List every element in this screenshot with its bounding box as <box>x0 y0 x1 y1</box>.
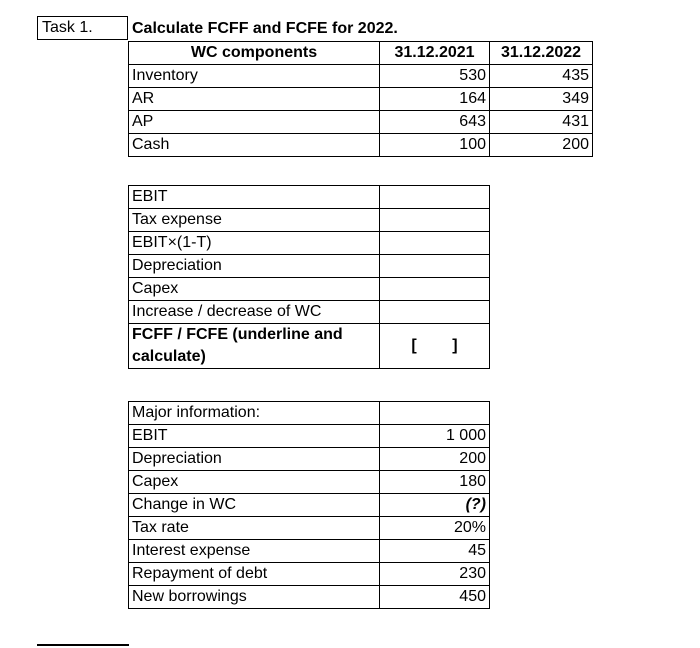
wc-header-2021: 31.12.2021 <box>380 42 490 65</box>
wc-header-2022: 31.12.2022 <box>490 42 593 65</box>
table-row <box>129 186 490 209</box>
wc-value-2022: 200 <box>490 134 593 157</box>
fcff-row-label: EBIT×(1-T) <box>129 232 380 255</box>
wc-value-2021: 530 <box>380 65 490 88</box>
wc-header-components: WC components <box>129 42 380 65</box>
table-row <box>129 232 490 255</box>
wc-row-label: Inventory <box>129 65 380 88</box>
table-row <box>129 88 593 111</box>
table-row <box>129 563 490 586</box>
table-row <box>129 586 490 609</box>
table-row <box>129 540 490 563</box>
wc-value-2021: 100 <box>380 134 490 157</box>
fcff-answer-cell[interactable] <box>380 209 490 232</box>
info-row-label: Repayment of debt <box>129 563 380 586</box>
info-row-value: (?) <box>380 494 490 517</box>
info-row-value: 1 000 <box>380 425 490 448</box>
info-title: Major information: <box>129 402 380 425</box>
table-row <box>129 448 490 471</box>
wc-value-2022: 435 <box>490 65 593 88</box>
table-row <box>129 494 490 517</box>
wc-value-2021: 164 <box>380 88 490 111</box>
wc-row-label: AR <box>129 88 380 111</box>
fcff-answer-cell[interactable] <box>380 255 490 278</box>
info-row-value: 230 <box>380 563 490 586</box>
wc-header-row <box>129 42 593 65</box>
info-row-label: EBIT <box>129 425 380 448</box>
info-row-label: New borrowings <box>129 586 380 609</box>
fcff-answer-cell[interactable] <box>380 278 490 301</box>
bottom-divider <box>37 644 129 646</box>
info-row-label: Capex <box>129 471 380 494</box>
info-row-label: Depreciation <box>129 448 380 471</box>
fcff-answer-cell[interactable] <box>380 301 490 324</box>
table-row <box>129 255 490 278</box>
table-row <box>129 134 593 157</box>
info-row-value: 180 <box>380 471 490 494</box>
wc-value-2022: 349 <box>490 88 593 111</box>
fcff-final-label: FCFF / FCFE (underline and calculate) <box>129 324 380 369</box>
wc-value-2021: 643 <box>380 111 490 134</box>
wc-row-label: AP <box>129 111 380 134</box>
info-row-value: 20% <box>380 517 490 540</box>
info-title-row <box>129 402 490 425</box>
info-row-label: Interest expense <box>129 540 380 563</box>
major-information-table <box>128 401 490 609</box>
fcff-answer-cell[interactable] <box>380 232 490 255</box>
wc-components-table <box>128 41 593 157</box>
fcff-final-row <box>129 324 490 369</box>
wc-row-label: Cash <box>129 134 380 157</box>
fcff-row-label: Increase / decrease of WC <box>129 301 380 324</box>
task-label: Task 1. <box>37 16 128 40</box>
fcff-row-label: EBIT <box>129 186 380 209</box>
fcff-row-label: Tax expense <box>129 209 380 232</box>
table-row <box>129 111 593 134</box>
fcff-row-label: Depreciation <box>129 255 380 278</box>
table-row <box>129 65 593 88</box>
info-row-value: 200 <box>380 448 490 471</box>
fcff-calculation-table <box>128 185 490 369</box>
table-row <box>129 517 490 540</box>
table-row <box>129 471 490 494</box>
info-row-label: Tax rate <box>129 517 380 540</box>
info-row-label: Change in WC <box>129 494 380 517</box>
fcff-final-answer-cell[interactable]: [ ] <box>380 324 490 369</box>
wc-value-2022: 431 <box>490 111 593 134</box>
fcff-row-label: Capex <box>129 278 380 301</box>
table-row <box>129 209 490 232</box>
table-row <box>129 301 490 324</box>
task-title: Calculate FCFF and FCFE for 2022. <box>132 20 398 37</box>
table-row <box>129 425 490 448</box>
table-row <box>129 278 490 301</box>
info-title-empty-cell <box>380 402 490 425</box>
fcff-answer-cell[interactable] <box>380 186 490 209</box>
info-row-value: 450 <box>380 586 490 609</box>
info-row-value: 45 <box>380 540 490 563</box>
